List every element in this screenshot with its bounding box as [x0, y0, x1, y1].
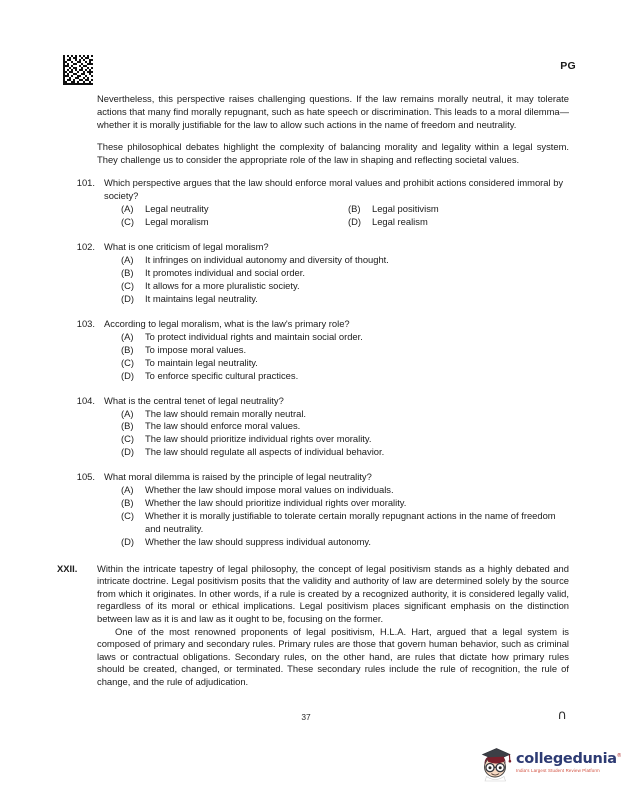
question-text: What is the central tenet of legal neutrality?	[104, 394, 284, 406]
option-group	[104, 331, 569, 383]
option-d[interactable]	[121, 536, 569, 549]
page-number: 37	[301, 712, 311, 722]
option-c[interactable]	[121, 357, 569, 370]
option-label: (A)	[121, 407, 134, 419]
passage-xxii	[57, 563, 569, 689]
option-d[interactable]	[121, 293, 569, 306]
option-label: (A)	[121, 330, 134, 342]
question-number: 103.	[76, 317, 95, 329]
option-d[interactable]	[121, 370, 569, 383]
question-102	[57, 240, 569, 306]
option-label: (D)	[121, 535, 135, 547]
option-text: Whether the law should prioritize individual rights over morality.	[145, 497, 407, 509]
option-b[interactable]	[121, 344, 569, 357]
logo-wordmark-text: collegedunia	[516, 750, 617, 767]
option-c[interactable]	[121, 433, 569, 446]
question-text: What is one criticism of legal moralism?	[104, 241, 269, 253]
option-text: Whether it is morally justifiable to tolerate certain morally repugnant actions in the name of freedom and neutrality.	[145, 509, 556, 534]
option-text: The law should enforce moral values.	[145, 420, 301, 432]
option-b[interactable]	[348, 203, 439, 216]
option-text: Legal neutrality	[145, 203, 209, 215]
option-a[interactable]	[121, 203, 348, 216]
option-label: (A)	[121, 484, 134, 496]
option-label: (C)	[121, 280, 135, 292]
option-group	[104, 254, 569, 306]
option-label: (B)	[121, 343, 134, 355]
intro-paragraphs	[57, 92, 569, 166]
logo-text-block	[516, 749, 621, 774]
option-text: To protect individual rights and maintain social order.	[145, 330, 363, 342]
option-b[interactable]	[121, 497, 569, 510]
question-list	[57, 176, 569, 548]
question-text: Which perspective argues that the law should enforce moral values and prohibit actions considered immoral by society?	[104, 177, 564, 202]
option-text: To impose moral values.	[145, 343, 247, 355]
option-label: (B)	[121, 420, 134, 432]
option-text: Whether the law should suppress individual autonomy.	[145, 535, 371, 547]
booklet-code-label: PG	[560, 60, 576, 72]
option-label: (D)	[348, 216, 362, 228]
intro-paragraph-1: Nevertheless, this perspective raises challenging questions. If the law remains morally neutral, it may tolerate actions that many find morally repugnant, such as hate speech or discrimination. This leads to a moral dilemma—whether it is morally justifiable for the law to allow such actions in the name of freedom and neutrality.	[97, 93, 569, 131]
question-104	[57, 394, 569, 460]
question-number: 101.	[76, 177, 95, 189]
question-text: What moral dilemma is raised by the principle of legal neutrality?	[104, 471, 372, 483]
question-103	[57, 317, 569, 383]
option-label: (C)	[121, 216, 135, 228]
page-content	[57, 92, 569, 689]
option-label: (D)	[121, 446, 135, 458]
option-text: Legal realism	[372, 216, 428, 228]
option-b[interactable]	[121, 420, 569, 433]
question-105	[57, 470, 569, 549]
option-c[interactable]	[121, 280, 569, 293]
option-text: It allows for a more pluralistic society.	[145, 280, 300, 292]
option-a[interactable]	[121, 254, 569, 267]
data-matrix-code-icon	[63, 55, 93, 85]
collegedunia-logo	[476, 742, 621, 784]
question-text: According to legal moralism, what is the law's primary role?	[104, 317, 350, 329]
option-b[interactable]	[121, 267, 569, 280]
option-text: Whether the law should impose moral values on individuals.	[145, 484, 394, 496]
option-text: It infringes on individual autonomy and diversity of thought.	[145, 254, 389, 266]
option-label: (C)	[121, 509, 135, 521]
option-a[interactable]	[121, 331, 569, 344]
question-number: 104.	[76, 394, 95, 406]
option-d[interactable]	[121, 446, 569, 459]
option-text: To enforce specific cultural practices.	[145, 369, 299, 381]
logo-trademark: ®	[616, 753, 621, 759]
option-label: (B)	[121, 267, 134, 279]
option-row	[121, 203, 569, 216]
option-label: (A)	[121, 254, 134, 266]
logo-tagline: India's Largest Student Review Platform	[516, 767, 600, 773]
passage-paragraph-1: Within the intricate tapestry of legal philosophy, the concept of legal positivism stands as a highly debated and intricate doctrine. Legal positivism posits that the validity and authority of law are determined solely by the source from which it originates. In other words, if a rule is created by a recognized authority, it is considered legally valid, regardless of its moral or ethical implications. Legal positivism places significant emphasis on the distinction between law as it is and law as it ought to be, focusing on the former.	[97, 562, 569, 625]
option-row	[121, 216, 569, 229]
passage-paragraph-2: One of the most renowned proponents of legal positivism, H.L.A. Hart, argued that a legal system is composed of primary and secondary rules. Primary rules are those that govern human behavior, such as criminal laws or contractual obligations. Secondary rules, on the other hand, are rules that dictate how primary rules should be created, changed, or terminated. These secondary rules include the rule of recognition, the rule of change, and the rule of adjudication.	[97, 625, 569, 688]
option-label: (B)	[121, 497, 134, 509]
corner-glyph-icon: ∩	[557, 708, 567, 723]
question-number: 105.	[76, 471, 95, 483]
option-label: (C)	[121, 433, 135, 445]
option-group	[104, 203, 569, 229]
option-text: The law should remain morally neutral.	[145, 407, 307, 419]
option-label: (C)	[121, 356, 135, 368]
option-d[interactable]	[348, 216, 428, 229]
option-c[interactable]	[121, 510, 569, 536]
option-c[interactable]	[121, 216, 348, 229]
option-group	[104, 484, 569, 549]
question-number: 102.	[76, 241, 95, 253]
option-text: The law should prioritize individual rights over morality.	[145, 433, 372, 445]
option-label: (A)	[121, 203, 134, 215]
option-group	[104, 408, 569, 460]
question-101	[57, 176, 569, 229]
option-text: It promotes individual and social order.	[145, 267, 305, 279]
option-label: (D)	[121, 293, 135, 304]
option-text: The law should regulate all aspects of individual behavior.	[145, 446, 385, 458]
passage-roman-numeral: XXII.	[57, 562, 78, 574]
option-text: To maintain legal neutrality.	[145, 356, 258, 368]
intro-paragraph-2: These philosophical debates highlight the complexity of balancing morality and legality within a legal system. They challenge us to consider the appropriate role of the law in shaping and reflecting societal values.	[97, 141, 569, 166]
logo-wordmark	[516, 749, 621, 767]
option-text: It maintains legal neutrality.	[145, 293, 258, 304]
option-text: Legal positivism	[372, 203, 439, 215]
option-label: (D)	[121, 369, 135, 381]
option-label: (B)	[348, 203, 361, 215]
option-a[interactable]	[121, 484, 569, 497]
page-header	[0, 55, 612, 91]
option-text: Legal moralism	[145, 216, 209, 228]
option-a[interactable]	[121, 408, 569, 421]
mascot-graduate-icon	[476, 742, 516, 782]
